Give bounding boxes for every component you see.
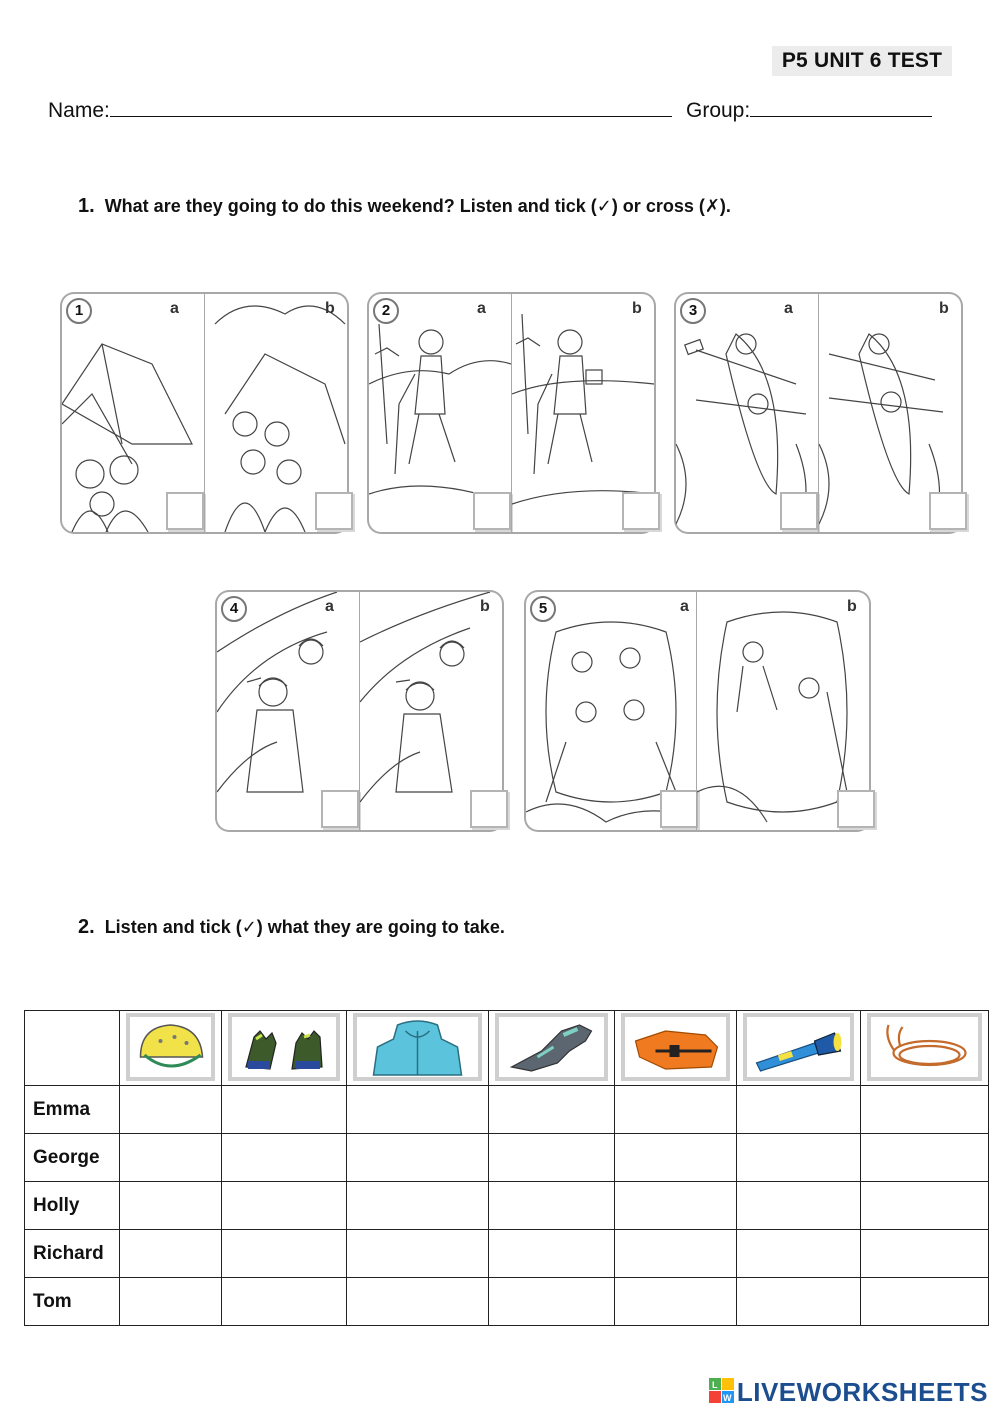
logo-letter-l: L (711, 1380, 718, 1390)
rope-icon (871, 1017, 978, 1077)
liveworksheets-logo-icon (709, 1378, 735, 1411)
tick-cell[interactable] (120, 1182, 222, 1230)
table-corner-cell (25, 1011, 120, 1086)
card-3-b-tickbox[interactable] (929, 492, 967, 530)
card-4-b-tickbox[interactable] (470, 790, 508, 828)
tick-cell[interactable] (120, 1086, 222, 1134)
tick-cell[interactable] (347, 1086, 489, 1134)
card-2-a-tickbox[interactable] (473, 492, 511, 530)
torch-header-cell (737, 1011, 861, 1086)
table-row (25, 1182, 989, 1230)
question-2 (78, 914, 505, 940)
card-4-a-tickbox[interactable] (321, 790, 359, 828)
gloves-icon (232, 1017, 336, 1077)
question-1-number: 1. (78, 195, 95, 217)
name-field[interactable] (48, 94, 672, 126)
student-name: Emma (25, 1086, 120, 1134)
tick-cell[interactable] (347, 1278, 489, 1326)
card-1-option-a (60, 292, 205, 534)
tick-cell[interactable] (347, 1182, 489, 1230)
question-2-text: Listen and tick (✓) what they are going to take. (104, 917, 505, 937)
tick-cell[interactable] (489, 1230, 615, 1278)
tick-cell[interactable] (222, 1230, 347, 1278)
tick-cell[interactable] (120, 1134, 222, 1182)
card-4-letter-a: a (325, 598, 334, 615)
tick-cell[interactable] (861, 1086, 989, 1134)
tick-cell[interactable] (737, 1086, 861, 1134)
card-5-number: 5 (530, 596, 556, 622)
card-2-letter-a: a (477, 300, 486, 317)
tick-cell[interactable] (861, 1230, 989, 1278)
card-1-letter-a: a (170, 300, 179, 317)
torch-icon (747, 1017, 850, 1077)
question-1-text: What are they going to do this weekend? Listen and tick (✓) or cross (✗). (104, 196, 731, 216)
table-row (25, 1086, 989, 1134)
group-label: Group: (686, 99, 751, 122)
card-3-option-a (674, 292, 819, 534)
table-row (25, 1230, 989, 1278)
brand-text: LIVEWORKSHEETS (736, 1377, 988, 1407)
group-line[interactable] (750, 94, 932, 117)
tick-cell[interactable] (615, 1278, 737, 1326)
card-1-a-tickbox[interactable] (166, 492, 204, 530)
wetsuit-header-cell (489, 1011, 615, 1086)
helmet-header-cell (120, 1011, 222, 1086)
tick-cell[interactable] (347, 1134, 489, 1182)
question-1 (78, 193, 731, 219)
student-name: Tom (25, 1278, 120, 1326)
card-1-option-b (204, 292, 349, 534)
tick-cell[interactable] (489, 1086, 615, 1134)
tick-cell[interactable] (120, 1230, 222, 1278)
tick-cell[interactable] (615, 1086, 737, 1134)
tick-cell[interactable] (120, 1278, 222, 1326)
card-2-option-a (367, 292, 512, 534)
name-label: Name: (48, 99, 110, 122)
tick-cell[interactable] (615, 1230, 737, 1278)
tick-cell[interactable] (347, 1230, 489, 1278)
card-5-letter-b: b (847, 598, 857, 615)
activity-card-1 (60, 292, 346, 532)
card-2-b-tickbox[interactable] (622, 492, 660, 530)
student-name: Richard (25, 1230, 120, 1278)
tick-cell[interactable] (737, 1182, 861, 1230)
activity-card-2 (367, 292, 653, 532)
wetsuit-icon (499, 1017, 604, 1077)
activity-card-3 (674, 292, 960, 532)
card-3-number: 3 (680, 298, 706, 324)
life-jacket-header-cell (615, 1011, 737, 1086)
tick-cell[interactable] (222, 1182, 347, 1230)
tick-cell[interactable] (222, 1278, 347, 1326)
tick-cell[interactable] (489, 1278, 615, 1326)
tick-cell[interactable] (737, 1230, 861, 1278)
equipment-table (24, 1010, 989, 1326)
card-1-number: 1 (66, 298, 92, 324)
liveworksheets-brand[interactable] (709, 1377, 988, 1411)
card-2-letter-b: b (632, 300, 642, 317)
card-3-letter-b: b (939, 300, 949, 317)
tick-cell[interactable] (737, 1278, 861, 1326)
jacket-icon (357, 1017, 478, 1077)
table-row (25, 1134, 989, 1182)
tick-cell[interactable] (489, 1134, 615, 1182)
card-2-option-b (511, 292, 656, 534)
student-name: Holly (25, 1182, 120, 1230)
activity-card-5 (524, 590, 857, 830)
life-jacket-icon (625, 1017, 726, 1077)
page-title: P5 UNIT 6 TEST (772, 46, 952, 76)
tick-cell[interactable] (861, 1134, 989, 1182)
card-4-number: 4 (221, 596, 247, 622)
tick-cell[interactable] (861, 1182, 989, 1230)
table-row (25, 1278, 989, 1326)
tick-cell[interactable] (222, 1086, 347, 1134)
card-1-letter-b: b (325, 300, 335, 317)
card-3-letter-a: a (784, 300, 793, 317)
name-line[interactable] (110, 94, 672, 117)
tick-cell[interactable] (615, 1134, 737, 1182)
table-header-row (25, 1011, 989, 1086)
logo-letter-w: W (722, 1393, 732, 1403)
card-5-option-a (524, 590, 697, 832)
card-3-option-b (818, 292, 963, 534)
card-2-number: 2 (373, 298, 399, 324)
tick-cell[interactable] (489, 1182, 615, 1230)
group-field[interactable] (686, 94, 932, 126)
card-5-b-tickbox[interactable] (837, 790, 875, 828)
card-5-a-tickbox[interactable] (660, 790, 698, 828)
tick-cell[interactable] (222, 1134, 347, 1182)
helmet-icon (130, 1017, 211, 1077)
tick-cell[interactable] (615, 1182, 737, 1230)
rope-header-cell (861, 1011, 989, 1086)
question-2-number: 2. (78, 916, 95, 938)
card-5-option-b (696, 590, 871, 832)
card-3-a-tickbox[interactable] (780, 492, 818, 530)
activity-card-4 (215, 590, 501, 830)
student-name: George (25, 1134, 120, 1182)
card-1-b-tickbox[interactable] (315, 492, 353, 530)
card-4-option-a (215, 590, 360, 832)
card-4-letter-b: b (480, 598, 490, 615)
card-5-letter-a: a (680, 598, 689, 615)
tick-cell[interactable] (861, 1278, 989, 1326)
tick-cell[interactable] (737, 1134, 861, 1182)
jacket-header-cell (347, 1011, 489, 1086)
gloves-header-cell (222, 1011, 347, 1086)
card-4-option-b (359, 590, 504, 832)
